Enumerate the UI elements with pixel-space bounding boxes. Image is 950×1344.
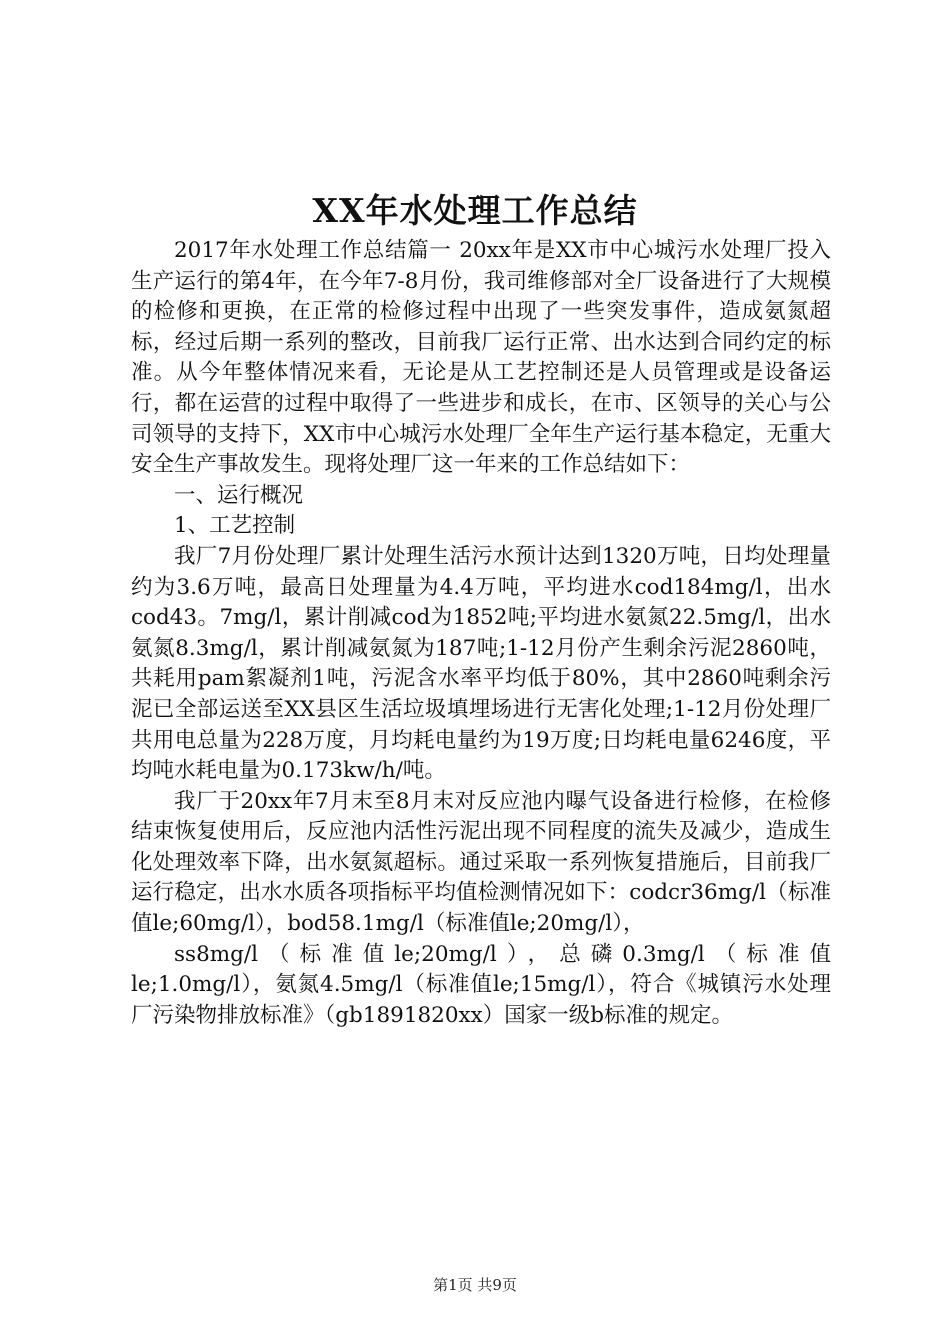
- subsection-heading-process-control: 1、工艺控制: [174, 513, 296, 539]
- paragraph-intro: 2017年水处理工作总结篇一 20xx年是XX市中心城污水处理厂投入生产运行的第4年，在今年7-8月份，我司维修部对全厂设备进行了大规模的检修和更换，在正常的检修过程中出现了一些突发事件，造成氨氮超标，经过后期一系列的整改，目前我厂运行正常、出水达到合同约定的标准。从今年整体情况来看，无论是从工艺控制还是人员管理或是设备运行，都在运营的过程中取得了一些进步和成长，在市、区领导的关心与公司领导的支持下，XX市中心城污水处理厂全年生产运行基本稳定，无重大安全生产事故发生。现将处理厂这一年来的工作总结如下：: [131, 238, 831, 478]
- paragraph-water-quality: ss8mg/l（标准值le;20mg/l），总磷0.3mg/l（标准值le;1.0mg/l），氨氮4.5mg/l（标准值le;15mg/l），符合《城镇污水处理厂污染物排放标准》（gb1891820xx）国家一级b标准的规定。: [131, 941, 831, 1028]
- document-body: [131, 236, 831, 1031]
- paragraph-process-statistics: 我厂7月份处理厂累计处理生活污水预计达到1320万吨，日均处理量约为3.6万吨，最高日处理量为4.4万吨，平均进水cod184mg/l，出水cod43。7mg/l，累计削减cod为1852吨;平均进水氨氮22.5mg/l，出水氨氮8.3mg/l，累计削减氨氮为187吨;1-12月份产生剩余污泥2860吨，共耗用pam絮凝剂1吨，污泥含水率平均低于80%，其中2860吨剩余污泥已全部运送至XX县区生活垃圾填埋场进行无害化处理;1-12月份处理厂共用电总量为228万度，月均耗电量约为19万度;日均耗电量6246度，平均吨水耗电量为0.173kw/h/吨。: [131, 543, 831, 784]
- section-heading-operation-overview: 一、运行概况: [174, 482, 304, 508]
- document-title: XX年水处理工作总结: [312, 191, 638, 230]
- paragraph-maintenance: 我厂于20xx年7月末至8月末对反应池内曝气设备进行检修，在检修结束恢复使用后，反应池内活性污泥出现不同程度的流失及减少，造成生化处理效率下降，出水氨氮超标。通过采取一系列恢复措施后，目前我厂运行稳定，出水水质各项指标平均值检测情况如下：codcr36mg/l（标准值le;60mg/l），bod58.1mg/l（标准值le;20mg/l），: [131, 788, 831, 937]
- page-footer: 第1页 共9页: [433, 1276, 517, 1294]
